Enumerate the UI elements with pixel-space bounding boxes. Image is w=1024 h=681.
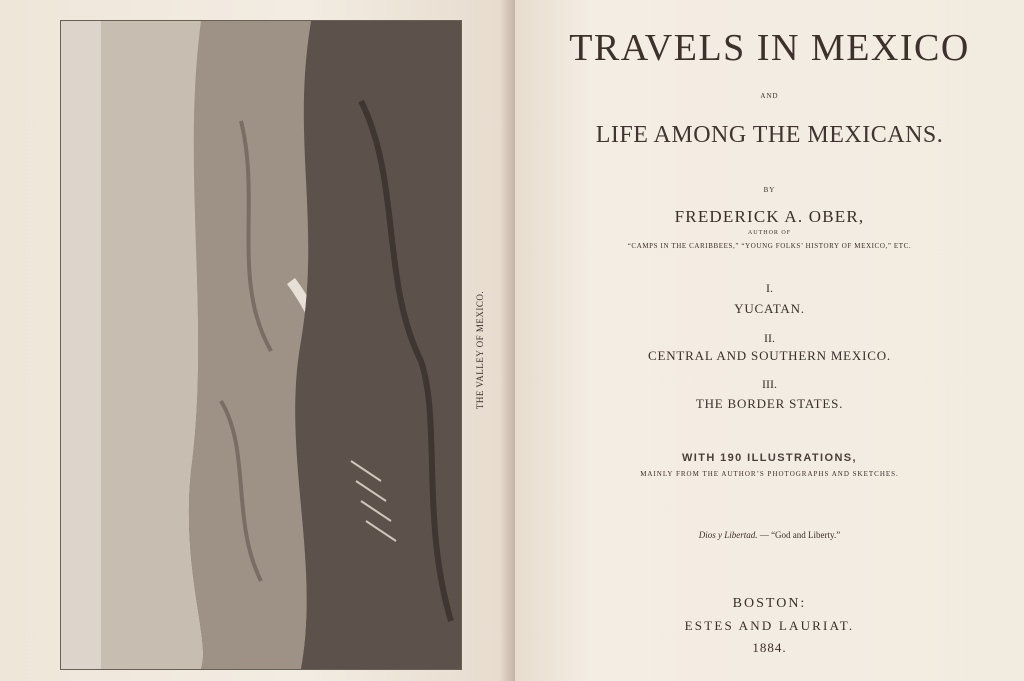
- part-title: THE BORDER STATES.: [695, 396, 844, 411]
- part-numeral: III.: [762, 377, 777, 391]
- motto-spanish: Dios y Libertad.: [698, 530, 758, 540]
- plate-caption: [470, 280, 490, 420]
- motto: [515, 530, 1024, 540]
- part-title: CENTRAL AND SOUTHERN MEXICO.: [648, 348, 891, 363]
- illustrations-note: WITH 190 ILLUSTRATIONS,: [681, 452, 857, 464]
- publisher-name: ESTES AND LAURIAT.: [684, 618, 855, 633]
- part-numeral: II.: [764, 331, 775, 345]
- part-title: YUCATAN.: [734, 301, 805, 316]
- other-works: “CAMPS IN THE CARIBBEES,” “YOUNG FOLKS’ HISTORY OF MEXICO,” ETC.: [627, 242, 912, 250]
- author-of-label: AUTHOR OF: [747, 230, 792, 236]
- title-conjunction: AND: [760, 92, 779, 100]
- publication-city: BOSTON:: [732, 596, 807, 611]
- left-page: [0, 0, 510, 681]
- part-numeral: I.: [766, 281, 773, 295]
- by-line: BY: [763, 186, 776, 194]
- motto-translation: — “God and Liberty.”: [759, 530, 841, 540]
- valley-engraving: [60, 20, 462, 670]
- author-name: FREDERICK A. OBER,: [674, 207, 865, 226]
- book-subtitle: LIFE AMONG THE MEXICANS.: [595, 122, 944, 148]
- publication-year: 1884.: [752, 640, 787, 655]
- plate-caption-text: THE VALLEY OF MEXICO.: [475, 290, 485, 410]
- illustrations-subnote: MAINLY FROM THE AUTHOR’S PHOTOGRAPHS AND SKETCHES.: [640, 470, 899, 478]
- title-page: [515, 0, 1024, 681]
- engraving-illustration: [61, 21, 461, 669]
- book-title: TRAVELS IN MEXICO: [569, 27, 970, 69]
